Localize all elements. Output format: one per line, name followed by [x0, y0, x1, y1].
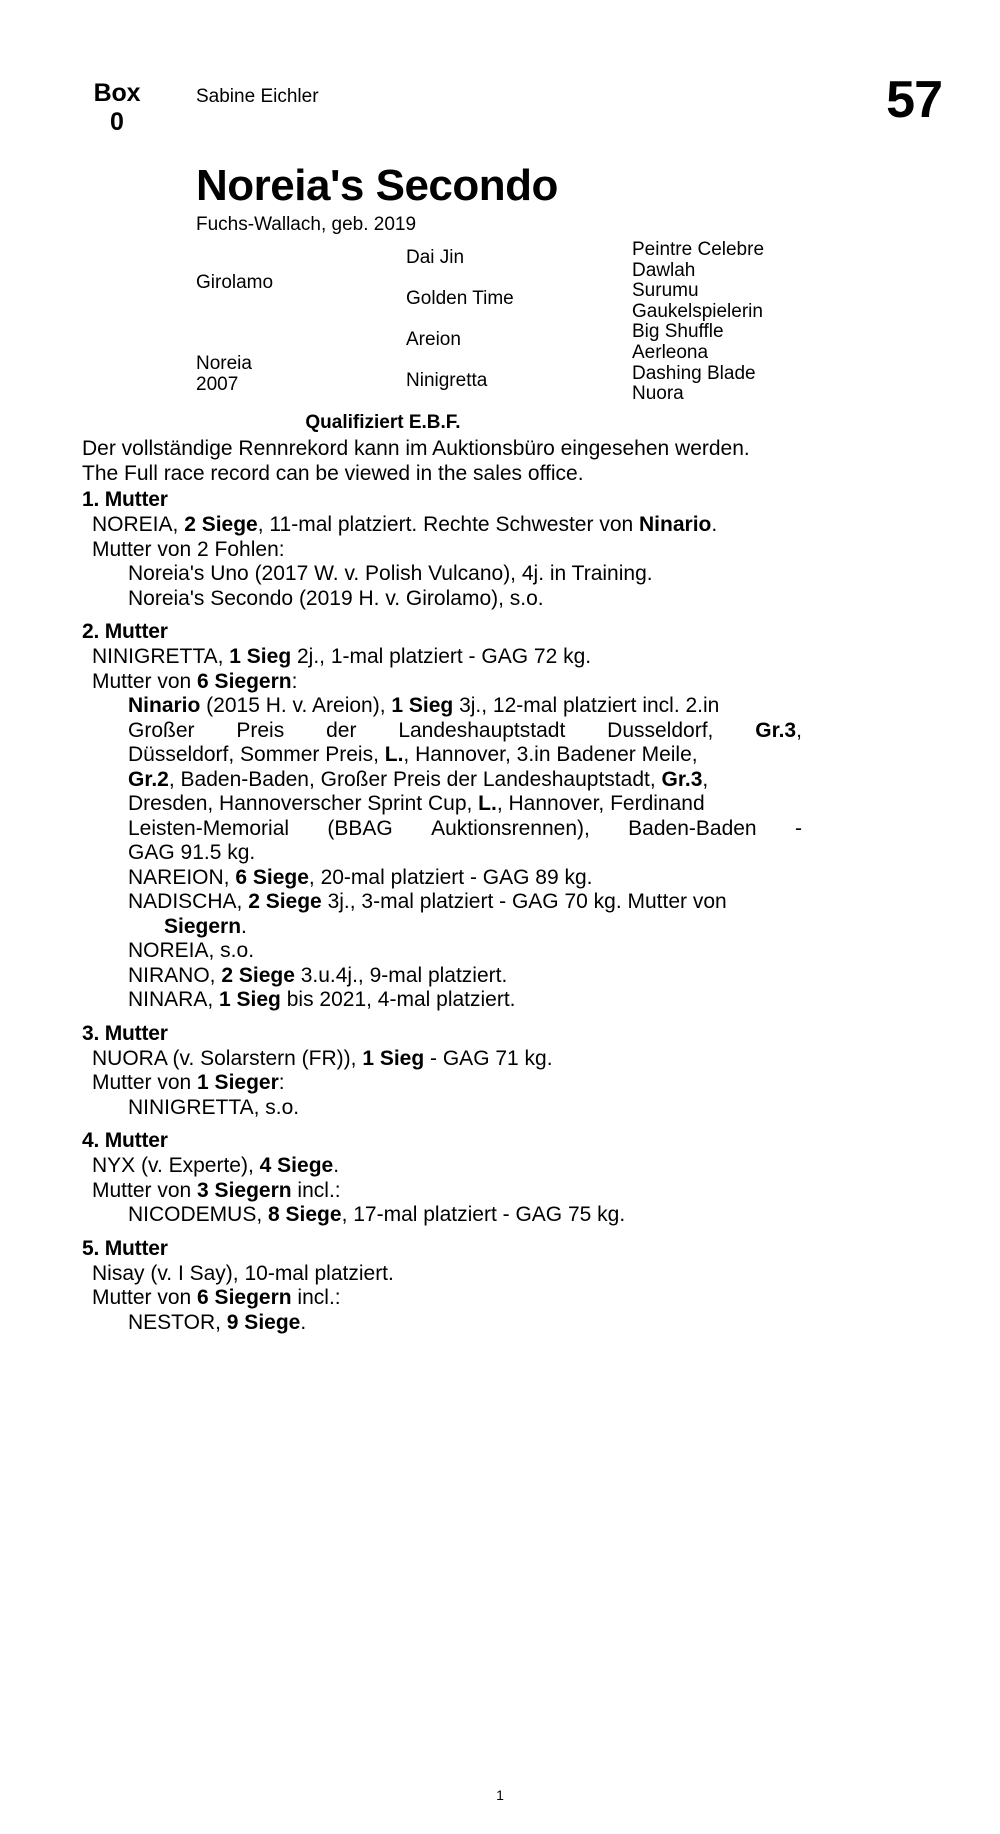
text-frag: , [702, 767, 709, 791]
text-frag: (2015 H. v. Areion), [200, 694, 392, 717]
text-frag: Mutter von [92, 669, 198, 693]
text-frag: Baden-Baden [628, 816, 757, 840]
section-5-dam-line: Nisay (v. I Say), 10-mal platziert. [92, 1261, 394, 1285]
section-5-child [82, 1311, 802, 1336]
section-1-foal-2: Noreia's Secondo (2019 H. v. Girolamo), s.o. [128, 586, 544, 610]
pedigree-g3-7: Dashing Blade [632, 362, 756, 384]
text-frag-group2 [755, 719, 802, 744]
text-frag-bold: 2 Siege [248, 890, 322, 913]
lot-number: 57 [886, 71, 942, 129]
text-frag: Mutter von [92, 1178, 198, 1202]
section-2-ninario-block [82, 694, 802, 866]
text-frag: : [291, 669, 298, 693]
ninario-line-2 [128, 719, 802, 744]
pedigree-g3-1: Peintre Celebre [632, 239, 765, 260]
text-frag-bold: 6 Siegern [197, 1286, 292, 1309]
text-frag: , Baden-Baden, Großer Preis der Landeshauptstadt, [168, 767, 662, 791]
text-frag: Auktionsrennen), [431, 816, 590, 840]
text-frag-bold: Gr.3 [661, 767, 703, 791]
pedigree-text-sections [82, 487, 802, 1335]
section-2-nirano [82, 964, 802, 989]
section-2-dam-line [82, 645, 802, 670]
text-frag: NADISCHA, [128, 890, 249, 913]
text-frag: . [241, 914, 247, 938]
section-4-child [82, 1203, 802, 1228]
text-frag-bold: 3 Siegern [197, 1178, 292, 1202]
race-record-notice-en: The Full race record can be viewed in the sales office. [82, 462, 584, 485]
section-title-1: 1. Mutter [82, 488, 168, 511]
horse-name: Noreia's Secondo [196, 161, 558, 210]
text-frag-bold: Ninario [128, 694, 201, 717]
section-2-nadischa [82, 890, 802, 915]
section-1-dam-line [82, 513, 802, 538]
text-frag: NIRANO, [128, 963, 222, 987]
text-frag-bold: Ninario [639, 513, 712, 536]
text-frag: , Hannover, Ferdinand [496, 792, 705, 815]
ninario-line-5 [128, 792, 802, 817]
pedigree-chart [0, 240, 1000, 410]
text-frag: Mutter von [92, 1286, 198, 1309]
text-frag: NESTOR, [128, 1310, 227, 1334]
ninario-line-4 [128, 768, 802, 793]
section-3-produce-header [82, 1071, 802, 1096]
pedigree-dam-dam: Ninigretta [406, 370, 488, 391]
text-frag: Düsseldorf, Sommer Preis, [128, 743, 385, 766]
race-record-notice-de: Der vollständige Rennrekord kann im Auktionsbüro eingesehen werden. [82, 437, 750, 460]
section-title-2: 2. Mutter [82, 620, 168, 643]
page-number: 1 [496, 1787, 504, 1803]
pedigree-sire-dam: Golden Time [406, 288, 514, 309]
section-1-foal-1: Noreia's Uno (2017 W. v. Polish Vulcano), 4j. in Training. [128, 562, 653, 585]
text-frag: NOREIA, [92, 513, 185, 536]
section-4-dam-line [82, 1154, 802, 1179]
page-header [0, 71, 1000, 148]
text-frag: . [300, 1310, 307, 1334]
section-2-produce-header [82, 670, 802, 695]
text-frag: - [794, 816, 802, 840]
pedigree-dam-year: 2007 [196, 374, 239, 395]
text-frag: Leisten-Memorial [128, 816, 290, 840]
text-frag-bold: 1 Sieger [197, 1071, 279, 1094]
text-frag: 3j., 3-mal platziert - GAG 70 kg. Mutter von [321, 890, 727, 913]
text-frag: , [796, 718, 802, 742]
section-3-dam-line [82, 1047, 802, 1072]
consignor-name: Sabine Eichler [196, 86, 319, 107]
pedigree-g3-5: Big Shuffle [632, 321, 724, 343]
text-frag-bold: 1 Sieg [219, 988, 281, 1011]
text-frag-bold: 1 Sieg [362, 1046, 425, 1070]
section-title-3: 3. Mutter [82, 1021, 168, 1045]
text-frag: Dresden, Hannoverscher Sprint Cup, [128, 792, 479, 815]
text-frag: , Hannover, 3.in Badener Meile, [403, 743, 698, 766]
ninario-line-6 [128, 817, 802, 842]
pedigree-g3-6: Aerleona [632, 341, 709, 363]
text-frag: , 17-mal platziert - GAG 75 kg. [341, 1203, 626, 1226]
text-frag-bold: 1 Sieg [391, 694, 454, 717]
text-frag: NYX (v. Experte), [92, 1154, 260, 1177]
text-frag: der [326, 718, 357, 742]
text-frag-bold: 6 Siegern [197, 669, 292, 693]
text-frag: - GAG 71 kg. [424, 1046, 553, 1070]
pedigree-generation-3 [632, 240, 862, 405]
pedigree-sire-sire: Dai Jin [406, 247, 465, 268]
text-frag-bold: 2 Siege [184, 513, 258, 536]
section-4-produce-header [82, 1179, 802, 1204]
text-frag: NINARA, [128, 988, 220, 1011]
text-frag: , 11-mal platziert. Rechte Schwester von [257, 513, 640, 536]
qualified-note: Qualifiziert E.B.F. [305, 412, 461, 433]
pedigree-g3-4: Gaukelspielerin [632, 300, 763, 322]
text-frag: 3.u.4j., 9-mal platziert. [294, 963, 508, 987]
text-frag: . [333, 1154, 340, 1177]
pedigree-g3-2: Dawlah [632, 259, 696, 281]
text-frag-bold: Siegern [164, 914, 242, 938]
race-record-notice [82, 436, 802, 486]
text-frag-group [607, 719, 713, 744]
text-frag: Dusseldorf, [607, 718, 714, 742]
text-frag-bold: L. [384, 743, 404, 766]
section-5-produce-header [82, 1286, 802, 1311]
horse-subtitle: Fuchs-Wallach, geb. 2019 [196, 214, 417, 235]
box-label: Box [93, 79, 141, 107]
text-frag: 2j., 1-mal platziert - GAG 72 kg. [291, 645, 592, 668]
text-frag: 3j., 12-mal platziert incl. 2.in [453, 694, 720, 717]
text-frag-bold: L. [478, 792, 497, 815]
section-3-child: NINIGRETTA, s.o. [128, 1095, 300, 1119]
text-frag-bold: 8 Siege [268, 1203, 342, 1226]
section-2-noreia: NOREIA, s.o. [128, 939, 255, 962]
text-frag: NUORA (v. Solarstern (FR)), [92, 1046, 363, 1070]
text-frag: Großer [128, 718, 195, 742]
section-1-produce-header: Mutter von 2 Fohlen: [92, 537, 285, 561]
text-frag: bis 2021, 4-mal platziert. [280, 988, 516, 1011]
pedigree-g3-3: Surumu [632, 280, 699, 302]
text-frag-bold: 6 Siege [235, 865, 309, 889]
text-frag-bold: 4 Siege [259, 1154, 334, 1177]
section-title-4: 4. Mutter [82, 1129, 168, 1152]
text-frag: NAREION, [128, 865, 236, 889]
ninario-line-3 [128, 743, 802, 768]
text-frag-bold: Gr.2 [128, 767, 169, 791]
text-frag: . [711, 513, 718, 536]
section-2-nareion [82, 866, 802, 891]
text-frag: incl.: [291, 1286, 341, 1309]
pedigree-dam: Noreia [196, 353, 252, 374]
text-frag: NINIGRETTA, [92, 645, 230, 668]
ninario-line-7: GAG 91.5 kg. [128, 841, 256, 864]
pedigree-sire: Girolamo [196, 272, 274, 293]
pedigree-g3-8: Nuora [632, 383, 684, 405]
text-frag-bold: 9 Siege [226, 1310, 301, 1334]
text-frag-bold: 2 Siege [221, 963, 295, 987]
text-frag: NICODEMUS, [128, 1203, 269, 1226]
section-2-ninara [82, 988, 802, 1013]
text-frag: , 20-mal platziert - GAG 89 kg. [308, 865, 593, 889]
text-frag: (BBAG [327, 816, 393, 840]
text-frag: Preis [236, 718, 285, 742]
text-frag: Mutter von [92, 1071, 198, 1094]
ninario-line-1 [128, 694, 802, 719]
text-frag-bold: Gr.3 [755, 718, 797, 742]
box-number: 0 [110, 108, 124, 136]
section-2-nadischa-cont [82, 915, 802, 940]
text-frag: Landeshauptstadt [398, 718, 566, 742]
text-frag-bold: 1 Sieg [229, 645, 292, 668]
text-frag: incl.: [291, 1178, 341, 1202]
pedigree-dam-sire: Areion [406, 329, 461, 350]
section-title-5: 5. Mutter [82, 1236, 168, 1260]
text-frag: : [278, 1071, 285, 1094]
